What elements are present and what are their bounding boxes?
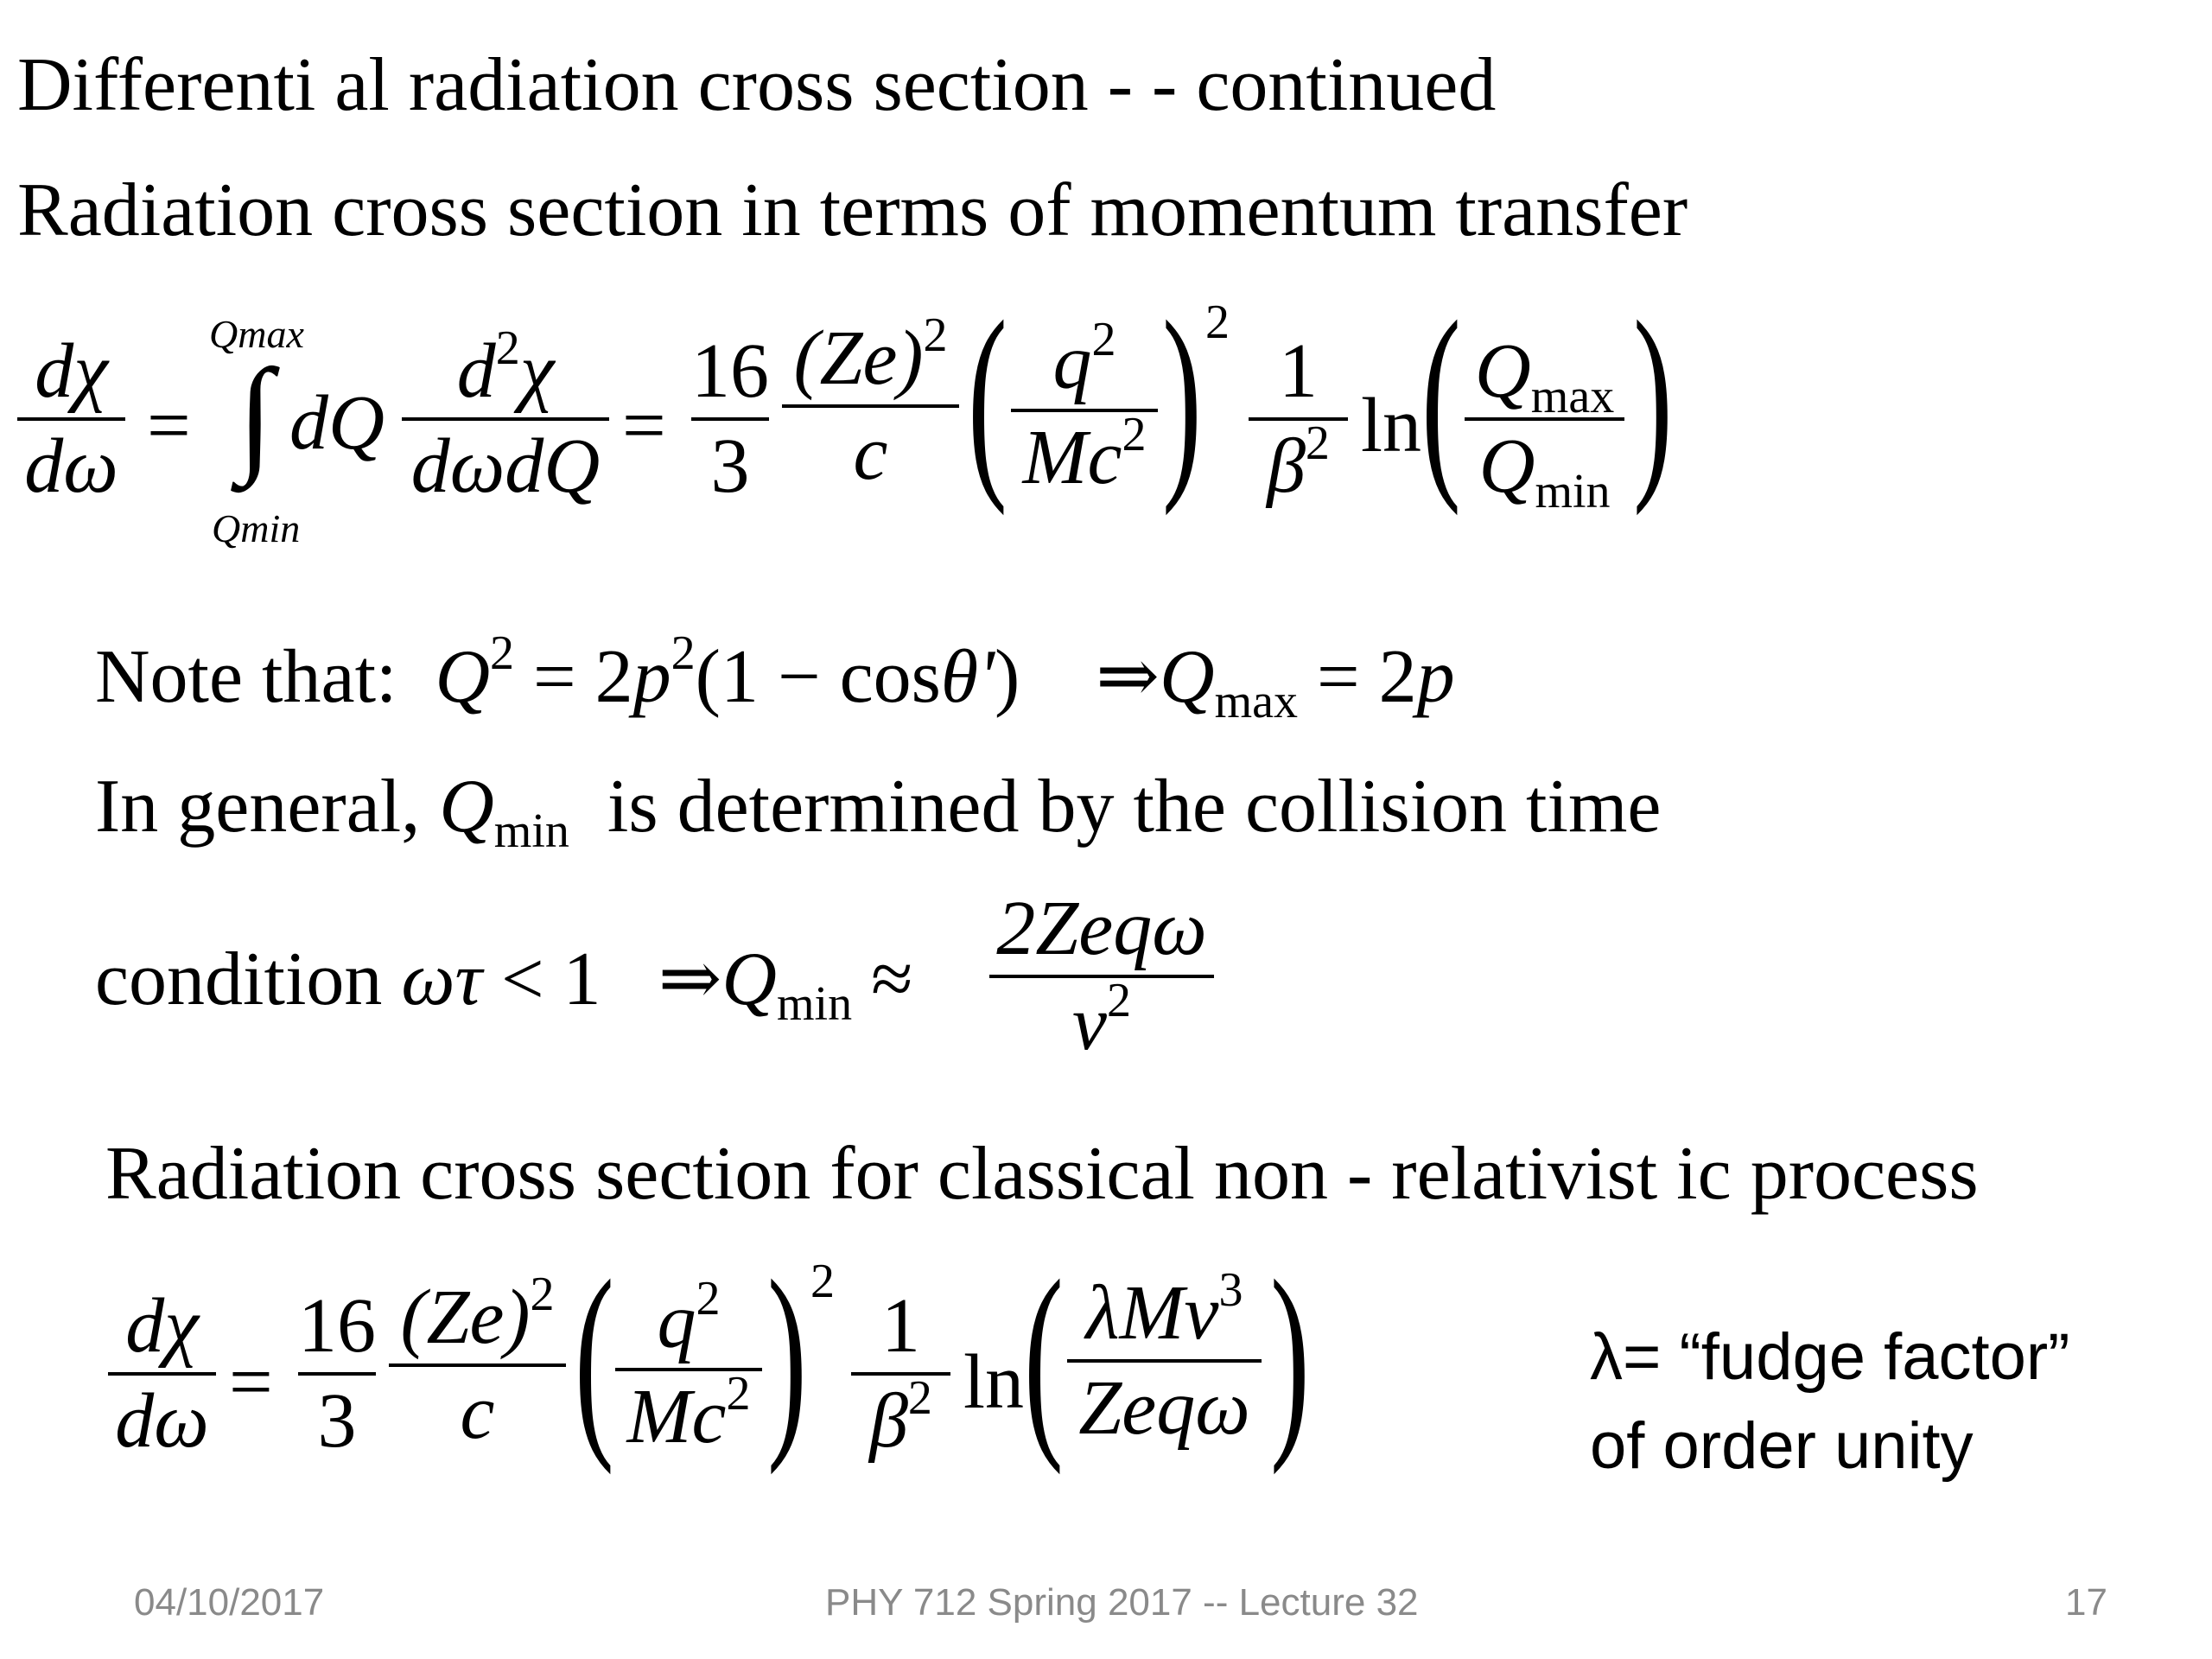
integral-sign: ∫	[238, 343, 274, 486]
eq2-lhs-fraction: dχ dω	[108, 1287, 216, 1460]
eq1-lhs-numerator: dχ	[35, 328, 108, 414]
slide-title: Differenti al radiation cross section - - continued	[17, 43, 1497, 127]
slide-subtitle: Radiation cross section in terms of momentum transfer	[17, 168, 1688, 252]
eq1-lower-limit: Qmin	[212, 506, 301, 550]
eq1-ze-over-c: $(Ze)^2$ c	[782, 320, 959, 493]
eq1-ln: ln	[1361, 383, 1422, 468]
eq2-right-paren-1: )	[767, 1236, 807, 1476]
eq1-upper-limit: Qmax	[209, 312, 304, 356]
fudge-line-1: λ= “fudge factor”	[1590, 1320, 2070, 1394]
eq1-one-over-beta: 1 $\beta^2$	[1249, 333, 1348, 505]
eq1-second-derivative: $d^2\chi$ dωdQ	[402, 333, 609, 505]
eq2-outer-exponent: 2	[810, 1255, 835, 1308]
eq2-left-paren-2: (	[1024, 1236, 1064, 1476]
eq1-right-paren-1: )	[1162, 277, 1202, 517]
classical-heading: Radiation cross section for classical non - relativist ic process	[105, 1132, 1979, 1216]
eq1-left-paren-2: (	[1421, 277, 1461, 517]
eq1-lhs-denominator: dω	[24, 423, 118, 509]
eq1-outer-exponent: 2	[1205, 296, 1230, 349]
eq1-equals-1: =	[147, 383, 191, 468]
eq1-qmax-over-qmin: $Q_{max}$ $Q_{min}$	[1465, 333, 1624, 505]
eq2-ln: ln	[963, 1339, 1025, 1425]
eq2-q-over-mc: $q^2$ Mc$^2$	[615, 1283, 762, 1456]
footer-course: PHY 712 Spring 2017 -- Lecture 32	[825, 1581, 1419, 1624]
condition-line: condition ωτ < 1 $\Rightarrow Q_{min}$ ≈	[95, 938, 913, 1031]
eq1-16-over-3: 16 3	[691, 328, 769, 509]
eq1-q-over-mc: $q^2$ Mc$^2$	[1011, 324, 1158, 497]
eq1-right-paren-2: )	[1633, 277, 1673, 517]
eq2-16-over-3: 16 3	[298, 1283, 376, 1464]
eq2-log-argument: λMv$^3$ Zeqω	[1067, 1274, 1262, 1447]
eq1-lhs-fraction	[17, 328, 125, 509]
eq2-left-paren-1: (	[575, 1236, 614, 1476]
eq1-dq: dQ	[289, 380, 385, 466]
eq2-equals: =	[229, 1339, 273, 1425]
footer-date: 04/10/2017	[134, 1581, 325, 1624]
footer-page-number: 17	[2065, 1581, 2107, 1624]
note-line: Note that: $Q^2 = 2p^2(1 - \cos\theta')$ $\Rightarrow Q_{max} = 2p$	[95, 626, 1455, 728]
fudge-factor-note	[1590, 1313, 2070, 1491]
eq2-ze-over-c: $(Ze)^2$ c	[389, 1279, 566, 1452]
fudge-line-2: of order unity	[1590, 1408, 1974, 1483]
eq1-left-paren-1: (	[968, 277, 1007, 517]
eq2-right-paren-2: )	[1270, 1236, 1310, 1476]
condition-fraction: 2Zeqω $v^2$	[989, 890, 1214, 1063]
eq2-one-over-beta: 1 $\beta^2$	[851, 1287, 950, 1460]
general-line: In general, $Q_{min}$ is determined by the collision time	[95, 765, 1662, 858]
eq1-equals-2: =	[622, 383, 666, 468]
